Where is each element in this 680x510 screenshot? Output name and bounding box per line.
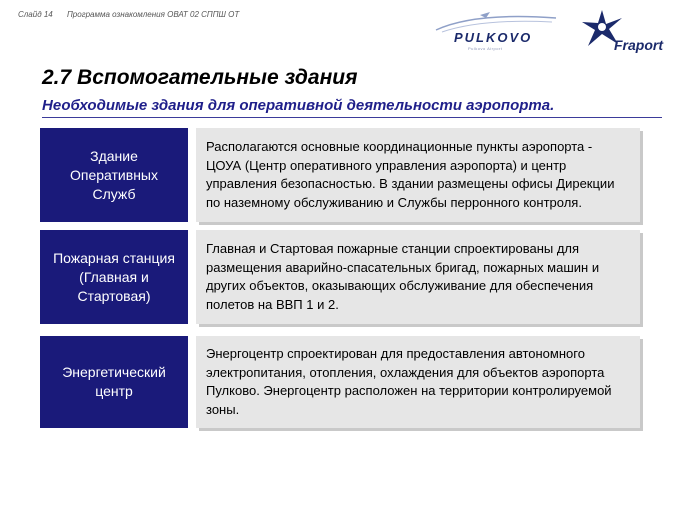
row-description: Располагаются основные координационные пункты аэропорта - ЦОУА (Центр оперативного управления аэропорта) и центр управления безопасностью. В здании размещены офисы Дирекции по наземному обслуживанию и Службы перронного контроля. bbox=[206, 139, 615, 210]
row-label-box bbox=[40, 336, 188, 428]
title-divider bbox=[42, 117, 662, 118]
page-subtitle: Необходимые здания для оперативной деятельности аэропорта. bbox=[42, 97, 555, 114]
slide-header bbox=[18, 10, 239, 19]
program-name: Программа ознакомления ОВАТ 02 СППШ ОТ bbox=[66, 10, 240, 19]
fraport-logo bbox=[574, 8, 674, 60]
row-label: Энергетический центр bbox=[62, 364, 166, 399]
row-label-box bbox=[40, 230, 188, 324]
row-label-box bbox=[40, 128, 188, 222]
row-description-box bbox=[196, 230, 640, 324]
fraport-wordmark: Fraport bbox=[614, 37, 663, 53]
pulkovo-tagline: Pulkovo Airport bbox=[468, 46, 503, 51]
row-description-box bbox=[196, 336, 640, 428]
row-description: Главная и Стартовая пожарные станции спроектированы для размещения аварийно-спасательных бригад, пожарных машин и других объектов, оказывающих обслуживание для обеспечения полетов на ВВП 1 и 2. bbox=[206, 241, 600, 312]
pulkovo-logo bbox=[432, 12, 560, 52]
row-label: Пожарная станция (Главная и Стартовая) bbox=[53, 249, 175, 304]
row-description: Энергоцентр спроектирован для предоставления автономного электропитания, отопления, охлаждения для объектов аэропорта Пулково. Энергоцентр расположен на территории контролируемой зоны. bbox=[206, 346, 612, 417]
page-title: 2.7 Вспомогательные здания bbox=[42, 66, 358, 89]
row-description-box bbox=[196, 128, 640, 222]
row-label: Здание Оперативных Служб bbox=[70, 147, 158, 202]
pulkovo-wordmark: PULKOVO bbox=[454, 30, 533, 45]
slide-number: Слайд 14 bbox=[18, 10, 53, 19]
